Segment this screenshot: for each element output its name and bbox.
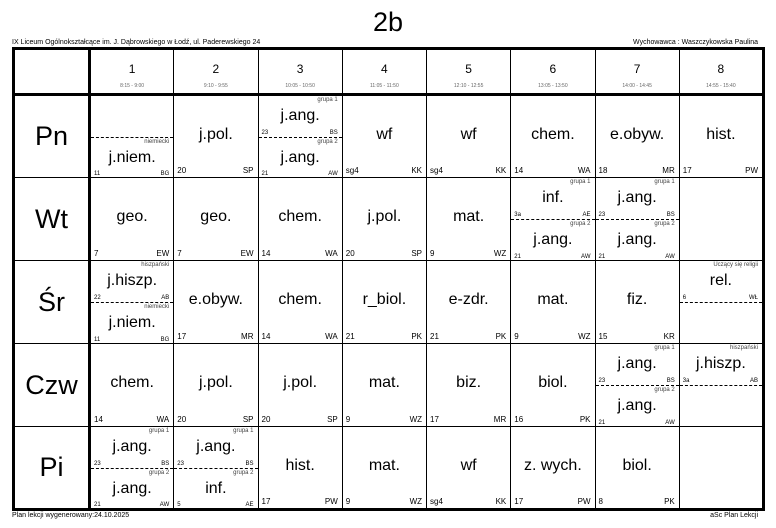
lesson-teacher: AB [161, 295, 170, 301]
day-row [14, 427, 764, 510]
lesson-subject: j.ang. [617, 355, 657, 372]
lesson-subject: geo. [116, 208, 148, 225]
lesson-teacher: BG [160, 171, 170, 177]
lesson-subject: mat. [537, 291, 569, 308]
lesson-subject: j.ang. [617, 397, 657, 414]
lesson-room: 21 [598, 254, 606, 260]
lesson [511, 344, 594, 426]
lesson-teacher: WZ [409, 415, 422, 424]
period-header [427, 49, 511, 95]
lesson-teacher: MR [662, 166, 675, 175]
lesson-subject: j.hiszp. [695, 355, 746, 372]
lesson-room: 21 [430, 332, 439, 341]
lesson-teacher: MR [241, 332, 254, 341]
lesson-group-2 [91, 468, 173, 510]
lesson-cell [511, 95, 595, 178]
lesson-cell [427, 344, 511, 427]
lesson-room: sg4 [345, 166, 359, 175]
lesson-cell [679, 261, 763, 344]
lesson-room: 23 [94, 460, 101, 467]
lesson-room: 11 [94, 337, 101, 343]
lesson-cell [174, 344, 258, 427]
period-header [90, 49, 174, 95]
group-label: grupa 1 [317, 97, 338, 103]
group-label: grupa 1 [148, 428, 170, 434]
lesson [174, 261, 257, 343]
lesson-room: 14 [94, 415, 103, 424]
lesson-teacher: SP [411, 249, 422, 258]
lesson [343, 427, 426, 508]
period-number: 1 [128, 61, 136, 76]
lesson [596, 427, 679, 508]
group-label: grupa 2 [148, 469, 170, 476]
lesson-subject: mat. [453, 208, 485, 225]
lesson [511, 96, 594, 177]
period-number: 2 [212, 61, 220, 76]
day-row [14, 261, 764, 344]
lesson-subject: j.pol. [367, 208, 402, 225]
lesson-cell [679, 427, 763, 510]
day-row [14, 95, 764, 178]
lesson-teacher: BG [160, 337, 170, 343]
lesson-teacher: PW [577, 497, 591, 506]
lesson-subject: wf [460, 126, 477, 143]
lesson-room: 9 [345, 497, 351, 506]
lesson-teacher: BS [161, 460, 170, 467]
lesson [174, 344, 257, 426]
lesson-group-2 [511, 219, 594, 261]
lesson-teacher: AW [581, 254, 591, 260]
lesson-group-1 [596, 344, 679, 385]
lesson-subject: fiz. [626, 291, 648, 308]
class-teacher: Wychowawca : Waszczykowska Paulina [633, 39, 758, 46]
lesson-subject: j.ang. [280, 148, 320, 166]
corner-cell [14, 49, 90, 95]
lesson [427, 427, 510, 508]
period-time: 14:00 - 14:45 [622, 83, 652, 89]
lesson-subject: j.ang. [533, 231, 573, 248]
lesson [680, 96, 762, 177]
lesson-group-1 [511, 178, 594, 219]
lesson [343, 344, 426, 426]
lesson-teacher: SP [327, 415, 338, 424]
lesson-cell [258, 95, 342, 178]
lesson [343, 96, 426, 177]
lesson [427, 261, 510, 343]
lesson-cell [258, 261, 342, 344]
lesson [174, 178, 257, 260]
lesson-teacher: WA [577, 166, 591, 175]
lesson-group-2 [596, 219, 679, 261]
lesson-subject: chem. [278, 291, 322, 308]
lesson-group-2 [680, 302, 762, 344]
lesson-subject: j.pol. [198, 374, 233, 391]
lesson-group-2 [596, 385, 679, 427]
lesson-teacher: PW [745, 166, 758, 175]
lesson-teacher: AE [245, 502, 254, 508]
lesson-teacher: KK [411, 166, 422, 175]
lesson [427, 344, 510, 426]
lesson-teacher: SP [242, 415, 254, 424]
lesson-teacher: AW [665, 420, 675, 426]
lesson-subject: hist. [706, 126, 736, 143]
lesson [259, 261, 342, 343]
group-label: grupa 1 [654, 345, 675, 351]
lesson-cell [342, 427, 426, 510]
lesson-cell [679, 95, 763, 178]
period-number: 5 [465, 61, 472, 76]
lesson-room: 23 [261, 129, 269, 136]
group-label: grupa 2 [233, 469, 254, 476]
lesson-cell [174, 427, 258, 510]
lesson-room: 17 [430, 415, 439, 424]
lesson-room: 21 [345, 332, 355, 341]
lesson-teacher: WŁ [749, 295, 758, 301]
lesson-subject: geo. [200, 208, 232, 225]
lesson-cell [427, 95, 511, 178]
lesson-group-2 [680, 385, 762, 427]
lesson-room: 17 [682, 166, 692, 175]
period-time: 8:15 - 9:00 [120, 83, 145, 89]
lesson-cell [174, 95, 258, 178]
lesson-cell [90, 427, 174, 510]
group-label: grupa 1 [233, 428, 254, 434]
period-time: 11:05 - 11:50 [370, 83, 399, 89]
lesson-subject: j.niem. [108, 314, 156, 331]
lesson-subject: mat. [368, 374, 400, 391]
lesson-group-1 [680, 261, 762, 302]
lesson [259, 178, 342, 260]
lesson-subject: j.ang. [112, 438, 152, 455]
lesson-teacher: AW [665, 254, 675, 260]
lesson-cell [174, 261, 258, 344]
lesson-room: 23 [177, 460, 184, 467]
lesson-group-2 [259, 137, 342, 179]
lesson-room: 21 [94, 502, 101, 508]
lesson [596, 96, 679, 177]
lesson-teacher: WA [156, 415, 170, 424]
lesson-room: 9 [514, 332, 519, 341]
timetable [12, 47, 765, 511]
lesson-group-1 [259, 96, 342, 137]
lesson [259, 344, 342, 426]
period-time: 10:05 - 10:50 [285, 83, 315, 89]
group-label: grupa 1 [570, 179, 591, 185]
lesson-subject: inf. [205, 479, 227, 497]
lesson-subject: biol. [622, 457, 652, 474]
lesson-subject: j.niem. [108, 148, 156, 166]
lesson [427, 96, 510, 177]
lesson-room: sg4 [430, 497, 443, 506]
lesson-cell [258, 427, 342, 510]
lesson-cell [258, 344, 342, 427]
lesson-room: 21 [261, 171, 269, 177]
lesson-teacher: AE [582, 212, 591, 218]
lesson-teacher: BS [666, 212, 675, 218]
group-label: niemiecki [144, 304, 170, 310]
lesson-subject: e.obyw. [609, 126, 665, 143]
lesson-group-2 [174, 468, 257, 510]
lesson-room: 6 [682, 295, 687, 301]
lesson-subject: j.hiszp. [107, 272, 158, 289]
period-header [174, 49, 258, 95]
lesson-teacher: WA [325, 249, 338, 258]
lesson-subject: chem. [110, 374, 154, 391]
lesson-cell [90, 95, 174, 178]
lesson [91, 344, 173, 426]
lesson-subject: j.pol. [283, 374, 318, 391]
lesson-room: 17 [514, 497, 524, 506]
period-time: 12:10 - 12:55 [453, 83, 484, 89]
lesson-teacher: PW [324, 497, 338, 506]
lesson-room: 23 [598, 378, 606, 384]
lesson-teacher: PK [664, 497, 675, 506]
lesson-group-1 [596, 178, 679, 219]
lesson-cell [258, 178, 342, 261]
day-name: Śr [14, 261, 90, 344]
day-row [14, 344, 764, 427]
lesson-room: 21 [598, 420, 606, 426]
lesson-cell [595, 344, 679, 427]
lesson-teacher: AW [328, 171, 338, 177]
group-label: hiszpański [729, 345, 758, 351]
lesson-room: 14 [261, 332, 271, 341]
period-header-row [14, 49, 764, 95]
group-label: hiszpański [141, 262, 170, 268]
lesson-group-1 [91, 261, 173, 302]
lesson-room: 14 [261, 249, 271, 258]
lesson-group-2 [91, 302, 173, 344]
lesson-subject: z. wych. [523, 457, 582, 474]
day-name: Pi [14, 427, 90, 510]
lesson-subject: mat. [368, 457, 400, 474]
lesson-teacher: WZ [493, 249, 507, 258]
lesson [596, 261, 679, 343]
lesson [427, 178, 510, 260]
lesson-teacher: PK [411, 332, 422, 341]
period-header [511, 49, 595, 95]
group-label: grupa 2 [317, 138, 338, 145]
lesson-room: 3a [514, 212, 521, 218]
period-number: 4 [381, 61, 388, 76]
lesson-room: 14 [514, 166, 524, 175]
period-number: 6 [549, 61, 557, 76]
lesson-room: 23 [598, 212, 606, 218]
school-name: IX Liceum Ogólnokształcące im. J. Dąbrowskiego w Łodź, ul. Paderewskiego 24 [12, 39, 261, 46]
period-time: 14:55 - 15:40 [706, 83, 736, 89]
lesson-subject: j.ang. [617, 189, 657, 206]
lesson-teacher: PK [495, 332, 507, 341]
lesson-room: sg4 [430, 166, 443, 175]
lesson-room: 7 [94, 249, 99, 258]
lesson-room: 16 [514, 415, 524, 424]
lesson-cell [511, 261, 595, 344]
lesson-cell [679, 344, 763, 427]
lesson-cell [427, 178, 511, 261]
period-time: 13:05 - 13:50 [538, 83, 568, 89]
lesson [343, 261, 426, 343]
period-header [342, 49, 426, 95]
lesson-cell [595, 178, 679, 261]
lesson-cell [595, 427, 679, 510]
lesson-room: 7 [177, 249, 182, 258]
lesson-group-1 [174, 427, 257, 468]
period-number: 8 [717, 61, 725, 76]
group-label: grupa 2 [570, 221, 591, 227]
lesson [511, 427, 594, 508]
lesson-cell [342, 95, 426, 178]
lesson-subject: j.ang. [112, 479, 152, 497]
lesson-cell [90, 178, 174, 261]
lesson-subject: r_biol. [362, 291, 407, 308]
lesson-subject: biz. [456, 374, 482, 391]
lesson-room: 20 [261, 415, 271, 424]
lesson-teacher: AB [749, 378, 758, 384]
lesson-teacher: MR [493, 415, 507, 424]
lesson-cell [90, 344, 174, 427]
lesson-teacher: EW [156, 249, 170, 258]
lesson-group-1 [91, 96, 173, 137]
lesson-teacher: AW [159, 502, 170, 508]
lesson-teacher: SP [242, 166, 254, 175]
class-title: 2b [372, 7, 404, 37]
lesson-cell [342, 178, 426, 261]
lesson-subject: j.ang. [196, 438, 236, 455]
group-label: grupa 2 [654, 221, 675, 227]
lesson-teacher: BS [666, 378, 675, 384]
lesson-cell [342, 344, 426, 427]
lesson-teacher: EW [240, 249, 254, 258]
lesson-subject: j.ang. [617, 231, 657, 248]
lesson-subject: wf [376, 126, 393, 143]
lesson-cell [511, 178, 595, 261]
lesson-teacher: WZ [578, 332, 591, 341]
lesson-subject: biol. [538, 374, 568, 391]
period-header [258, 49, 342, 95]
lesson-cell [342, 261, 426, 344]
lesson-teacher: KK [495, 497, 507, 506]
period-time: 9:10 - 9:55 [203, 83, 228, 89]
lesson-cell [174, 178, 258, 261]
period-number: 3 [296, 61, 304, 76]
lesson-room: 20 [177, 166, 187, 175]
group-label: grupa 1 [654, 179, 675, 185]
lesson-room: 18 [598, 166, 608, 175]
lesson [91, 178, 173, 260]
day-name: Czw [14, 344, 90, 427]
lesson-room: 11 [94, 171, 101, 177]
lesson-room: 22 [94, 295, 101, 301]
lesson-cell [90, 261, 174, 344]
lesson-cell [595, 95, 679, 178]
day-name: Pn [14, 95, 90, 178]
group-label: grupa 2 [654, 387, 675, 393]
lesson-room: 17 [261, 497, 271, 506]
lesson-subject: e.obyw. [188, 291, 243, 308]
period-number: 7 [633, 61, 641, 76]
lesson-subject: chem. [531, 126, 575, 143]
lesson-subject: rel. [709, 272, 732, 289]
group-label: Uczący się religii [713, 262, 758, 268]
lesson-subject: chem. [278, 208, 322, 225]
lesson-teacher: BS [329, 129, 338, 136]
lesson-room: 21 [514, 254, 521, 260]
period-header [679, 49, 763, 95]
lesson-teacher: WZ [409, 497, 422, 506]
lesson-teacher: KR [663, 332, 675, 341]
lesson-cell [511, 427, 595, 510]
lesson-room: 5 [177, 502, 181, 508]
lesson-room: 20 [177, 415, 187, 424]
lesson-room: 9 [430, 249, 435, 258]
lesson-teacher: PK [579, 415, 591, 424]
lesson-subject: j.ang. [280, 107, 320, 124]
lesson-cell [427, 261, 511, 344]
lesson-room: 3a [682, 378, 690, 384]
lesson-room: 15 [598, 332, 608, 341]
day-name: Wt [14, 178, 90, 261]
lesson [174, 96, 257, 177]
lesson-subject: j.pol. [198, 126, 233, 143]
lesson-subject: e-zdr. [448, 291, 489, 308]
lesson-teacher: KK [495, 166, 507, 175]
lesson-group-2 [91, 137, 173, 179]
lesson-cell [511, 344, 595, 427]
lesson-group-1 [680, 344, 762, 385]
lesson [343, 178, 426, 260]
lesson-teacher: BS [245, 460, 254, 467]
lesson-subject: hist. [285, 457, 315, 474]
period-header [595, 49, 679, 95]
lesson [511, 261, 594, 343]
lesson [259, 427, 342, 508]
lesson-teacher: WA [325, 332, 338, 341]
lesson-room: 20 [345, 249, 355, 258]
lesson-room: 17 [177, 332, 187, 341]
generated-date: Plan lekcji wygenerowany:24.10.2025 [12, 512, 130, 519]
lesson-cell [595, 261, 679, 344]
day-row [14, 178, 764, 261]
lesson-cell [679, 178, 763, 261]
lesson-subject: wf [460, 457, 477, 474]
lesson-cell [427, 427, 511, 510]
lesson-room: 9 [345, 415, 351, 424]
lesson-room: 8 [598, 497, 603, 506]
generator-name: aSc Plan Lekcji [710, 512, 758, 519]
lesson-subject: inf. [542, 189, 564, 206]
lesson-group-1 [91, 427, 173, 468]
group-label: niemiecki [144, 138, 170, 145]
